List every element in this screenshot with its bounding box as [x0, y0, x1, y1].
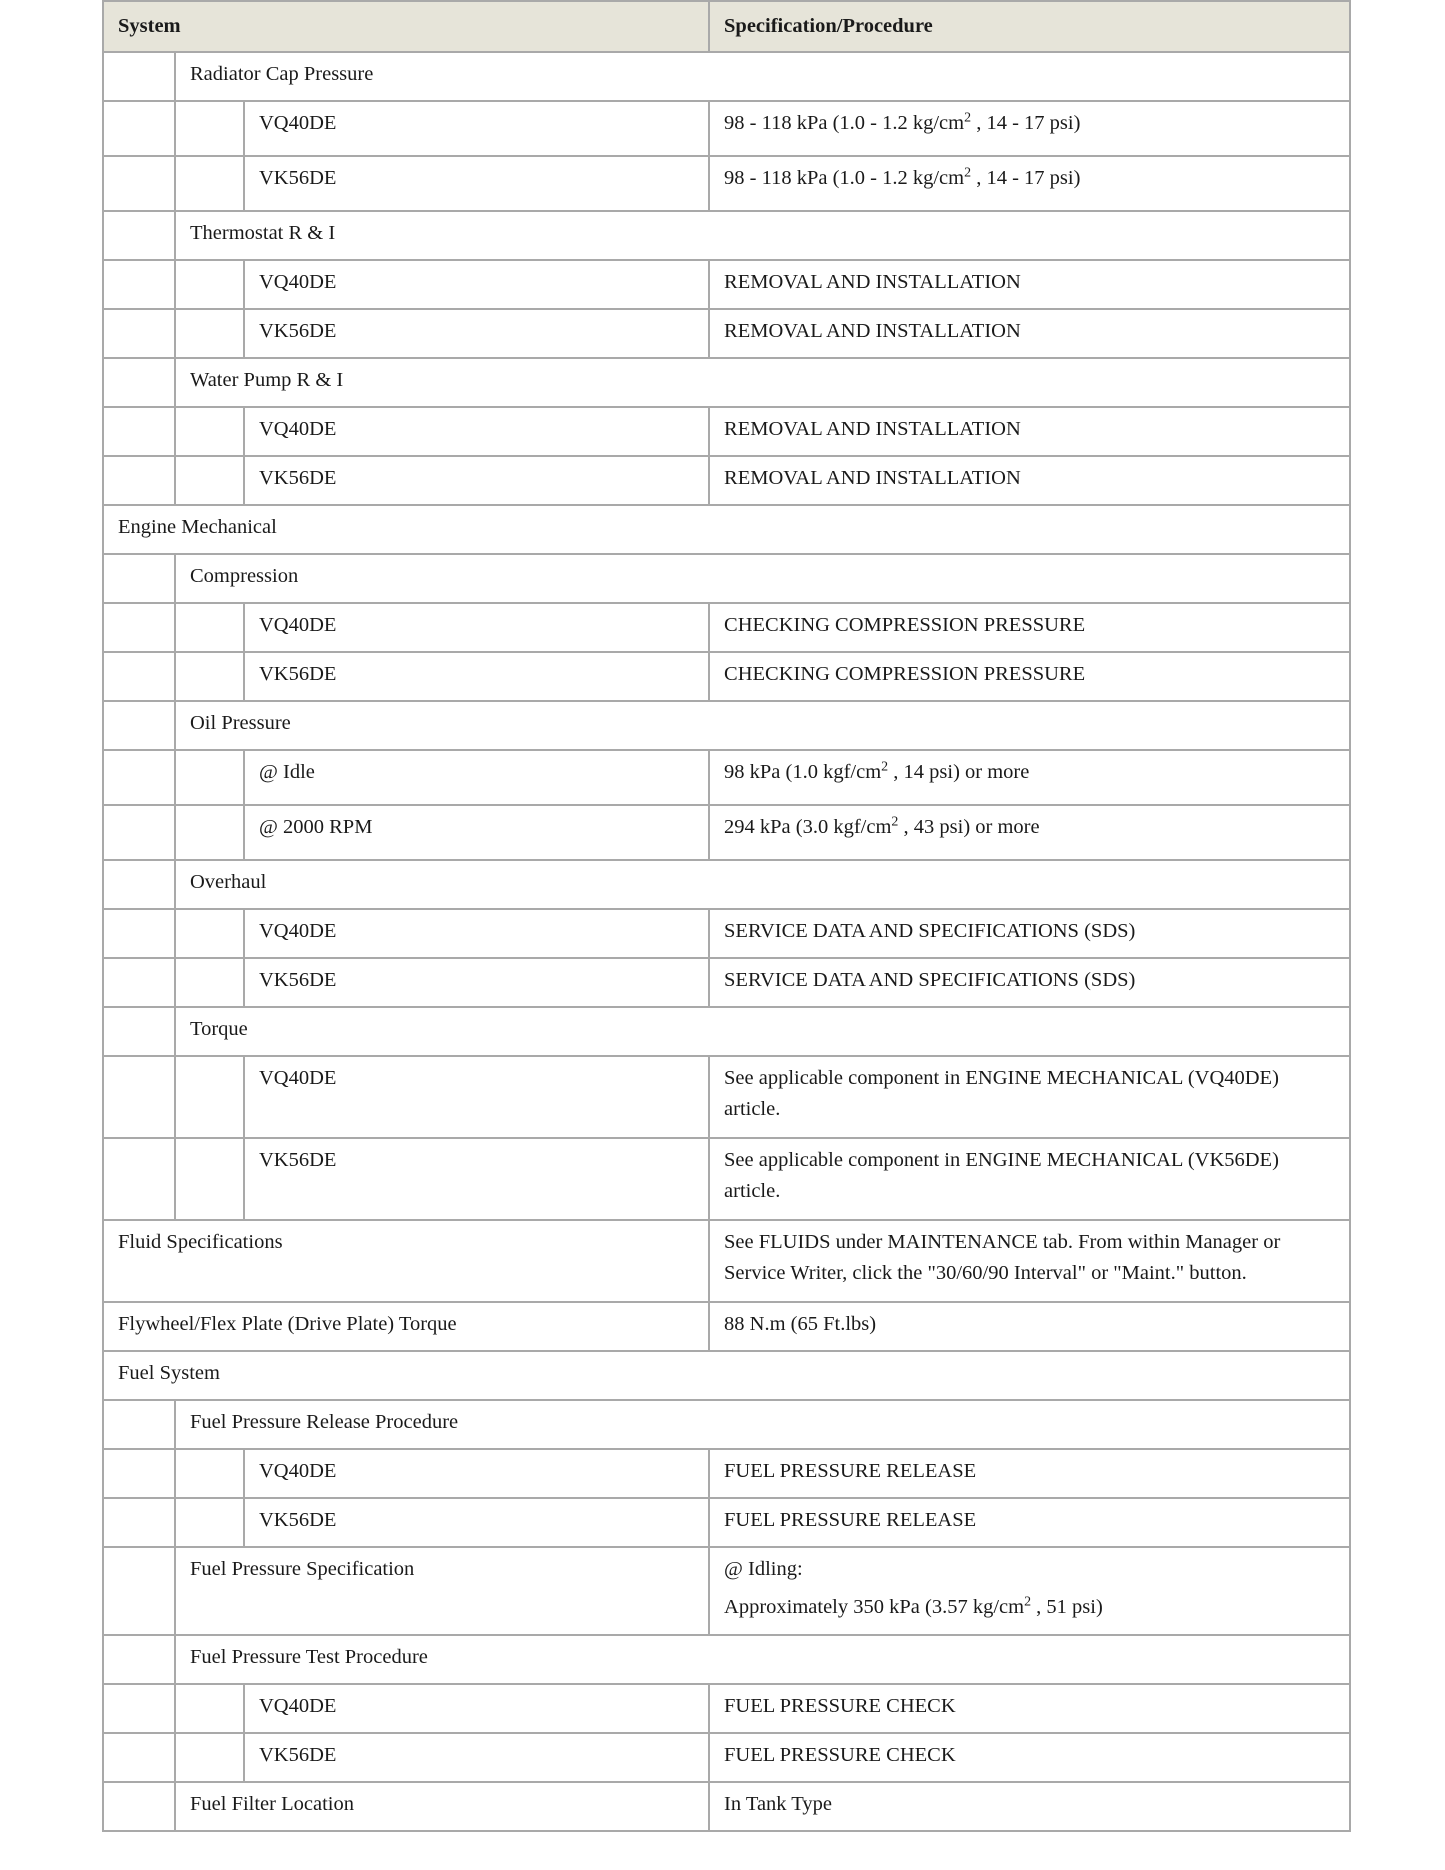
table-row: [103, 407, 1350, 456]
indent-cell: [103, 1782, 175, 1831]
indent-cell: [103, 1498, 175, 1547]
section-label: Engine Mechanical: [103, 505, 1350, 554]
engine-label: VK56DE: [244, 156, 709, 211]
indent-cell: [103, 603, 175, 652]
group-label: Fuel Pressure Test Procedure: [175, 1635, 1350, 1684]
spec-value: In Tank Type: [709, 1782, 1350, 1831]
indent-cell: [175, 652, 244, 701]
table-row: [103, 1449, 1350, 1498]
spec-value: 98 kPa (1.0 kgf/$cm^2$ , 14 psi) or more: [709, 750, 1350, 805]
spec-value: CHECKING COMPRESSION PRESSURE: [709, 603, 1350, 652]
table-row: [103, 750, 1350, 805]
indent-cell: [103, 52, 175, 101]
indent-cell: [175, 1138, 244, 1220]
spec-value: [709, 1547, 1350, 1635]
indent-cell: [103, 1138, 175, 1220]
indent-cell: [103, 1007, 175, 1056]
indent-cell: [103, 211, 175, 260]
section-label: Fuel System: [103, 1351, 1350, 1400]
group-label: Fuel Pressure Release Procedure: [175, 1400, 1350, 1449]
indent-cell: [175, 958, 244, 1007]
table-header-row: [103, 1, 1350, 52]
spec-line: Approximately 350 kPa (3.57 $kg/cm^2$ , 51 psi): [724, 1594, 1103, 1618]
indent-cell: [103, 652, 175, 701]
group-label: Water Pump R & I: [175, 358, 1350, 407]
engine-label: VK56DE: [244, 309, 709, 358]
indent-cell: [103, 156, 175, 211]
indent-cell: [175, 456, 244, 505]
spec-value: REMOVAL AND INSTALLATION: [709, 309, 1350, 358]
spec-value: 88 N.m (65 Ft.lbs): [709, 1302, 1350, 1351]
group-label: Compression: [175, 554, 1350, 603]
group-label: Torque: [175, 1007, 1350, 1056]
spec-value: CHECKING COMPRESSION PRESSURE: [709, 652, 1350, 701]
indent-cell: [103, 701, 175, 750]
specification-table: [102, 0, 1351, 1832]
indent-cell: [103, 1056, 175, 1138]
engine-label: VQ40DE: [244, 407, 709, 456]
indent-cell: [175, 1684, 244, 1733]
table-row: [103, 1547, 1350, 1635]
spec-value: 294 kPa (3.0 kgf/$cm^2$ , 43 psi) or more: [709, 805, 1350, 860]
engine-label: VQ40DE: [244, 603, 709, 652]
spec-line: @ Idling:: [724, 1558, 803, 1580]
spec-value: See applicable component in ENGINE MECHANICAL (VQ40DE) article.: [709, 1056, 1350, 1138]
spec-value: 98 - 118 kPa (1.0 - 1.2 $kg/cm^2$ , 14 - 17 psi): [709, 101, 1350, 156]
spec-value: REMOVAL AND INSTALLATION: [709, 456, 1350, 505]
engine-label: VQ40DE: [244, 909, 709, 958]
table-row: [103, 101, 1350, 156]
group-label: Thermostat R & I: [175, 211, 1350, 260]
indent-cell: [103, 456, 175, 505]
engine-label: VK56DE: [244, 652, 709, 701]
table-row: [103, 456, 1350, 505]
indent-cell: [103, 407, 175, 456]
indent-cell: [175, 260, 244, 309]
indent-cell: [175, 1498, 244, 1547]
indent-cell: [175, 603, 244, 652]
indent-cell: [103, 1635, 175, 1684]
spec-value: FUEL PRESSURE CHECK: [709, 1733, 1350, 1782]
table-row: [103, 309, 1350, 358]
spec-value: REMOVAL AND INSTALLATION: [709, 260, 1350, 309]
spec-value: FUEL PRESSURE CHECK: [709, 1684, 1350, 1733]
condition-label: @ Idle: [244, 750, 709, 805]
engine-label: VK56DE: [244, 958, 709, 1007]
table-row: [103, 860, 1350, 909]
spec-value: SERVICE DATA AND SPECIFICATIONS (SDS): [709, 958, 1350, 1007]
engine-label: VQ40DE: [244, 260, 709, 309]
group-label: Oil Pressure: [175, 701, 1350, 750]
indent-cell: [103, 554, 175, 603]
table-row: [103, 1220, 1350, 1302]
group-label: Overhaul: [175, 860, 1350, 909]
indent-cell: [175, 1733, 244, 1782]
indent-cell: [175, 909, 244, 958]
table-row: [103, 805, 1350, 860]
indent-cell: [103, 101, 175, 156]
indent-cell: [175, 156, 244, 211]
indent-cell: [175, 101, 244, 156]
indent-cell: [175, 1056, 244, 1138]
table-row: [103, 1684, 1350, 1733]
indent-cell: [103, 260, 175, 309]
group-label: Radiator Cap Pressure: [175, 52, 1350, 101]
table-row: [103, 1400, 1350, 1449]
indent-cell: [175, 750, 244, 805]
indent-cell: [103, 958, 175, 1007]
table-row: [103, 211, 1350, 260]
spec-value: See FLUIDS under MAINTENANCE tab. From within Manager or Service Writer, click the "30/60/90 Interval" or "Maint." button.: [709, 1220, 1350, 1302]
table-row: [103, 958, 1350, 1007]
table-row: [103, 1782, 1350, 1831]
indent-cell: [103, 358, 175, 407]
indent-cell: [103, 860, 175, 909]
spec-value: SERVICE DATA AND SPECIFICATIONS (SDS): [709, 909, 1350, 958]
engine-label: VK56DE: [244, 1733, 709, 1782]
section-label: Flywheel/Flex Plate (Drive Plate) Torque: [103, 1302, 709, 1351]
engine-label: VQ40DE: [244, 1056, 709, 1138]
group-label: Fuel Filter Location: [175, 1782, 709, 1831]
spec-value: FUEL PRESSURE RELEASE: [709, 1449, 1350, 1498]
spec-value: See applicable component in ENGINE MECHANICAL (VK56DE) article.: [709, 1138, 1350, 1220]
table-row: [103, 603, 1350, 652]
engine-label: VK56DE: [244, 456, 709, 505]
table-row: [103, 358, 1350, 407]
spec-value: FUEL PRESSURE RELEASE: [709, 1498, 1350, 1547]
engine-label: VQ40DE: [244, 101, 709, 156]
indent-cell: [103, 1547, 175, 1635]
table-row: [103, 505, 1350, 554]
table-row: [103, 1498, 1350, 1547]
indent-cell: [103, 1449, 175, 1498]
engine-label: VQ40DE: [244, 1449, 709, 1498]
header-system: System: [103, 1, 709, 52]
table-row: [103, 1635, 1350, 1684]
table-row: [103, 260, 1350, 309]
table-row: [103, 52, 1350, 101]
indent-cell: [103, 1684, 175, 1733]
table-row: [103, 1007, 1350, 1056]
spec-value: 98 - 118 kPa (1.0 - 1.2 $kg/cm^2$ , 14 - 17 psi): [709, 156, 1350, 211]
indent-cell: [103, 309, 175, 358]
table-row: [103, 554, 1350, 603]
indent-cell: [103, 909, 175, 958]
indent-cell: [103, 1733, 175, 1782]
indent-cell: [175, 805, 244, 860]
engine-label: VQ40DE: [244, 1684, 709, 1733]
indent-cell: [103, 1400, 175, 1449]
table-row: [103, 1056, 1350, 1138]
indent-cell: [175, 1449, 244, 1498]
condition-label: @ 2000 RPM: [244, 805, 709, 860]
engine-label: VK56DE: [244, 1498, 709, 1547]
table-row: [103, 1138, 1350, 1220]
section-label: Fluid Specifications: [103, 1220, 709, 1302]
engine-label: VK56DE: [244, 1138, 709, 1220]
indent-cell: [103, 805, 175, 860]
indent-cell: [175, 407, 244, 456]
table-row: [103, 1351, 1350, 1400]
indent-cell: [103, 750, 175, 805]
group-label: Fuel Pressure Specification: [175, 1547, 709, 1635]
table-row: [103, 1302, 1350, 1351]
indent-cell: [175, 309, 244, 358]
table-row: [103, 652, 1350, 701]
table-row: [103, 156, 1350, 211]
table-row: [103, 909, 1350, 958]
table-row: [103, 701, 1350, 750]
header-specification: Specification/Procedure: [709, 1, 1350, 52]
table-row: [103, 1733, 1350, 1782]
spec-value: REMOVAL AND INSTALLATION: [709, 407, 1350, 456]
